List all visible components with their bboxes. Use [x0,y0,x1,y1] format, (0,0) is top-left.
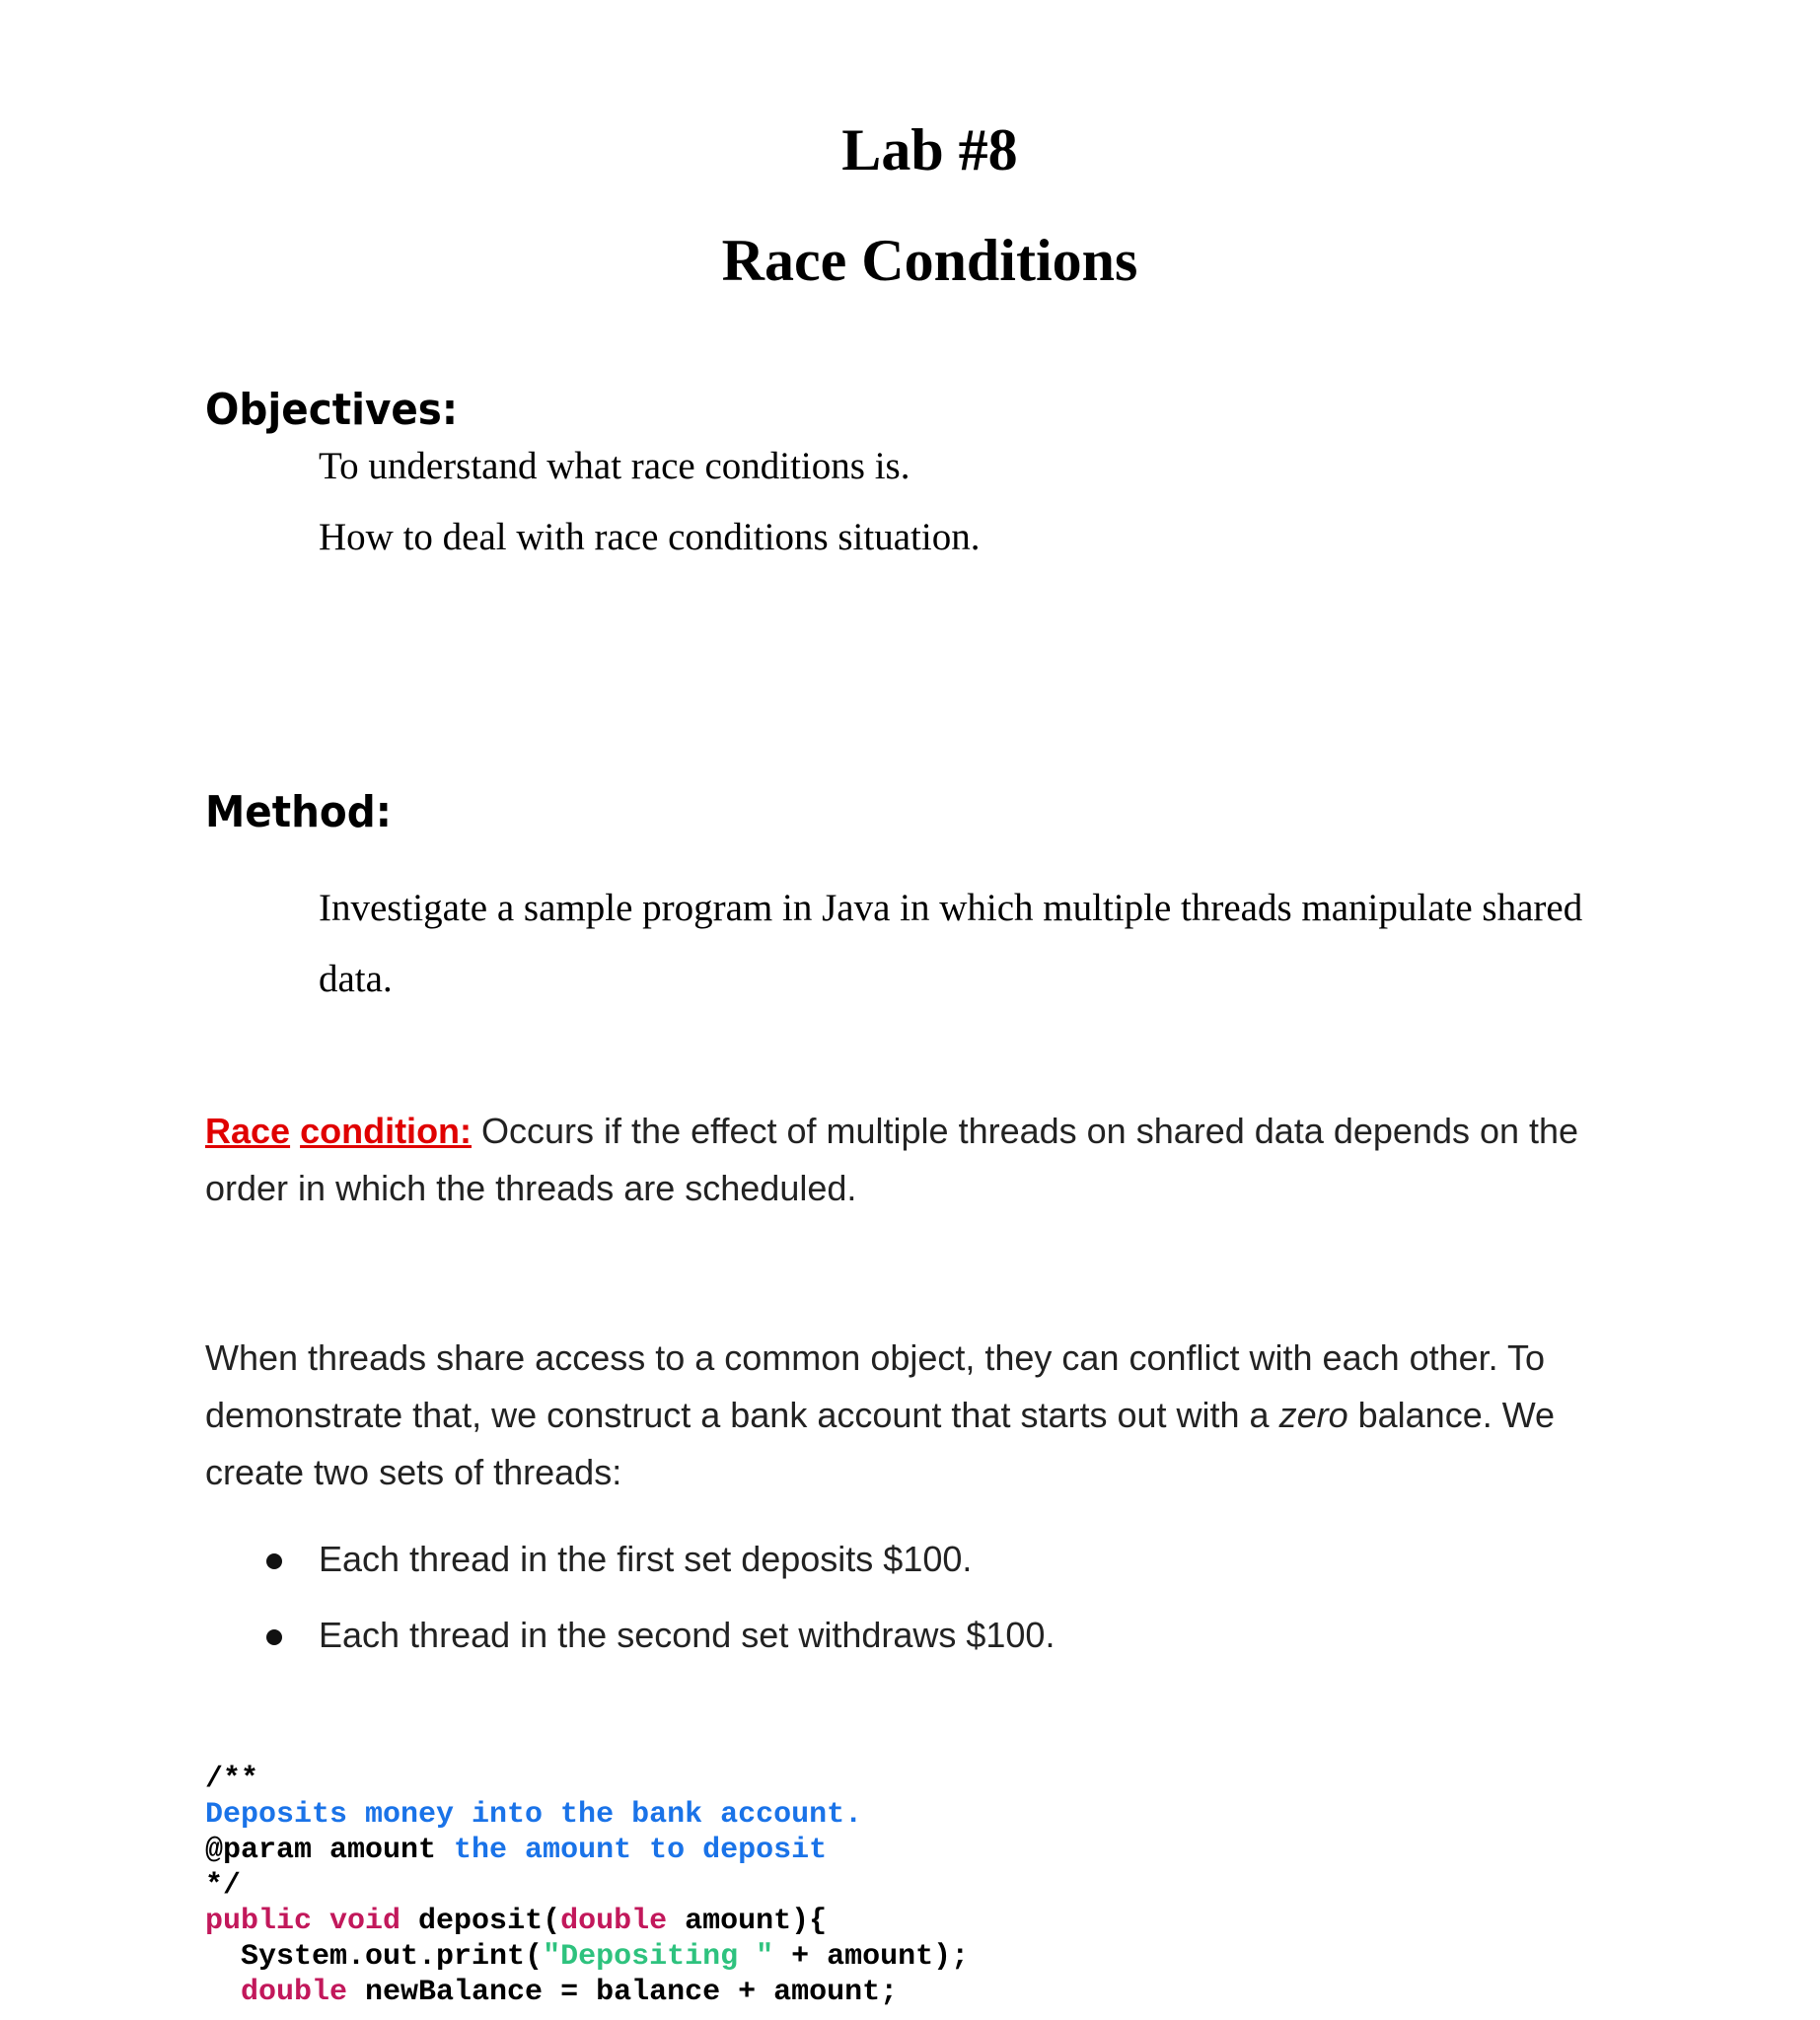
intro-text-part1: When threads share access to a common object, they can conflict with each other. To demonstrate that, we construct a bank account that starts out with a [205,1337,1546,1435]
code-line-6 [205,1939,969,1975]
code-string: "Depositing " [543,1940,774,1974]
method-text-line2: data. [319,958,393,1000]
code-line-3 [205,1833,969,1868]
race-term-word: Race [205,1111,291,1151]
code-keyword: double [205,1976,348,2009]
intro-paragraph [205,1330,1655,1501]
page-title: Lab #8 [841,117,1018,182]
objectives-heading: Objectives: [205,385,459,435]
code-line-2: Deposits money into the bank account. [205,1798,863,1832]
code-text: amount){ [667,1905,828,1938]
code-text: newBalance = balance + amount; [347,1976,899,2009]
code-text: System.out.print( [205,1940,544,1974]
method-text-line1: Investigate a sample program in Java in which multiple threads manipulate shared [319,887,1583,929]
code-line-1: /** [205,1763,259,1796]
bullet-item: Each thread in the first set deposits $100. [319,1539,973,1579]
code-text: + amount); [773,1940,970,1974]
intro-text-part2: balance. We create two sets of threads: [205,1395,1556,1492]
code-block [205,1762,969,2010]
bullet-dot [266,1553,282,1569]
method-heading: Method: [205,787,392,837]
objective-item: To understand what race conditions is. [319,445,910,487]
page-subtitle: Race Conditions [721,228,1138,293]
code-keyword: double [560,1905,668,1938]
condition-term-word: condition: [300,1111,473,1151]
objective-item: How to deal with race conditions situation. [319,516,981,558]
code-keyword: public void [205,1905,401,1938]
bullet-dot [266,1629,282,1645]
race-condition-definition [205,1103,1655,1217]
code-line-4: */ [205,1869,242,1903]
code-line-7 [205,1975,969,2010]
intro-emphasis: zero [1278,1395,1348,1435]
code-line-5 [205,1904,969,1939]
code-text: deposit( [400,1905,561,1938]
race-definition-text: Occurs if the effect of multiple threads on shared data depends on the order in which the threads are scheduled. [205,1111,1579,1208]
code-param-tag: @param amount [205,1834,455,1867]
bullet-item: Each thread in the second set withdraws $100. [319,1615,1056,1655]
code-param-desc: the amount to deposit [454,1834,828,1867]
